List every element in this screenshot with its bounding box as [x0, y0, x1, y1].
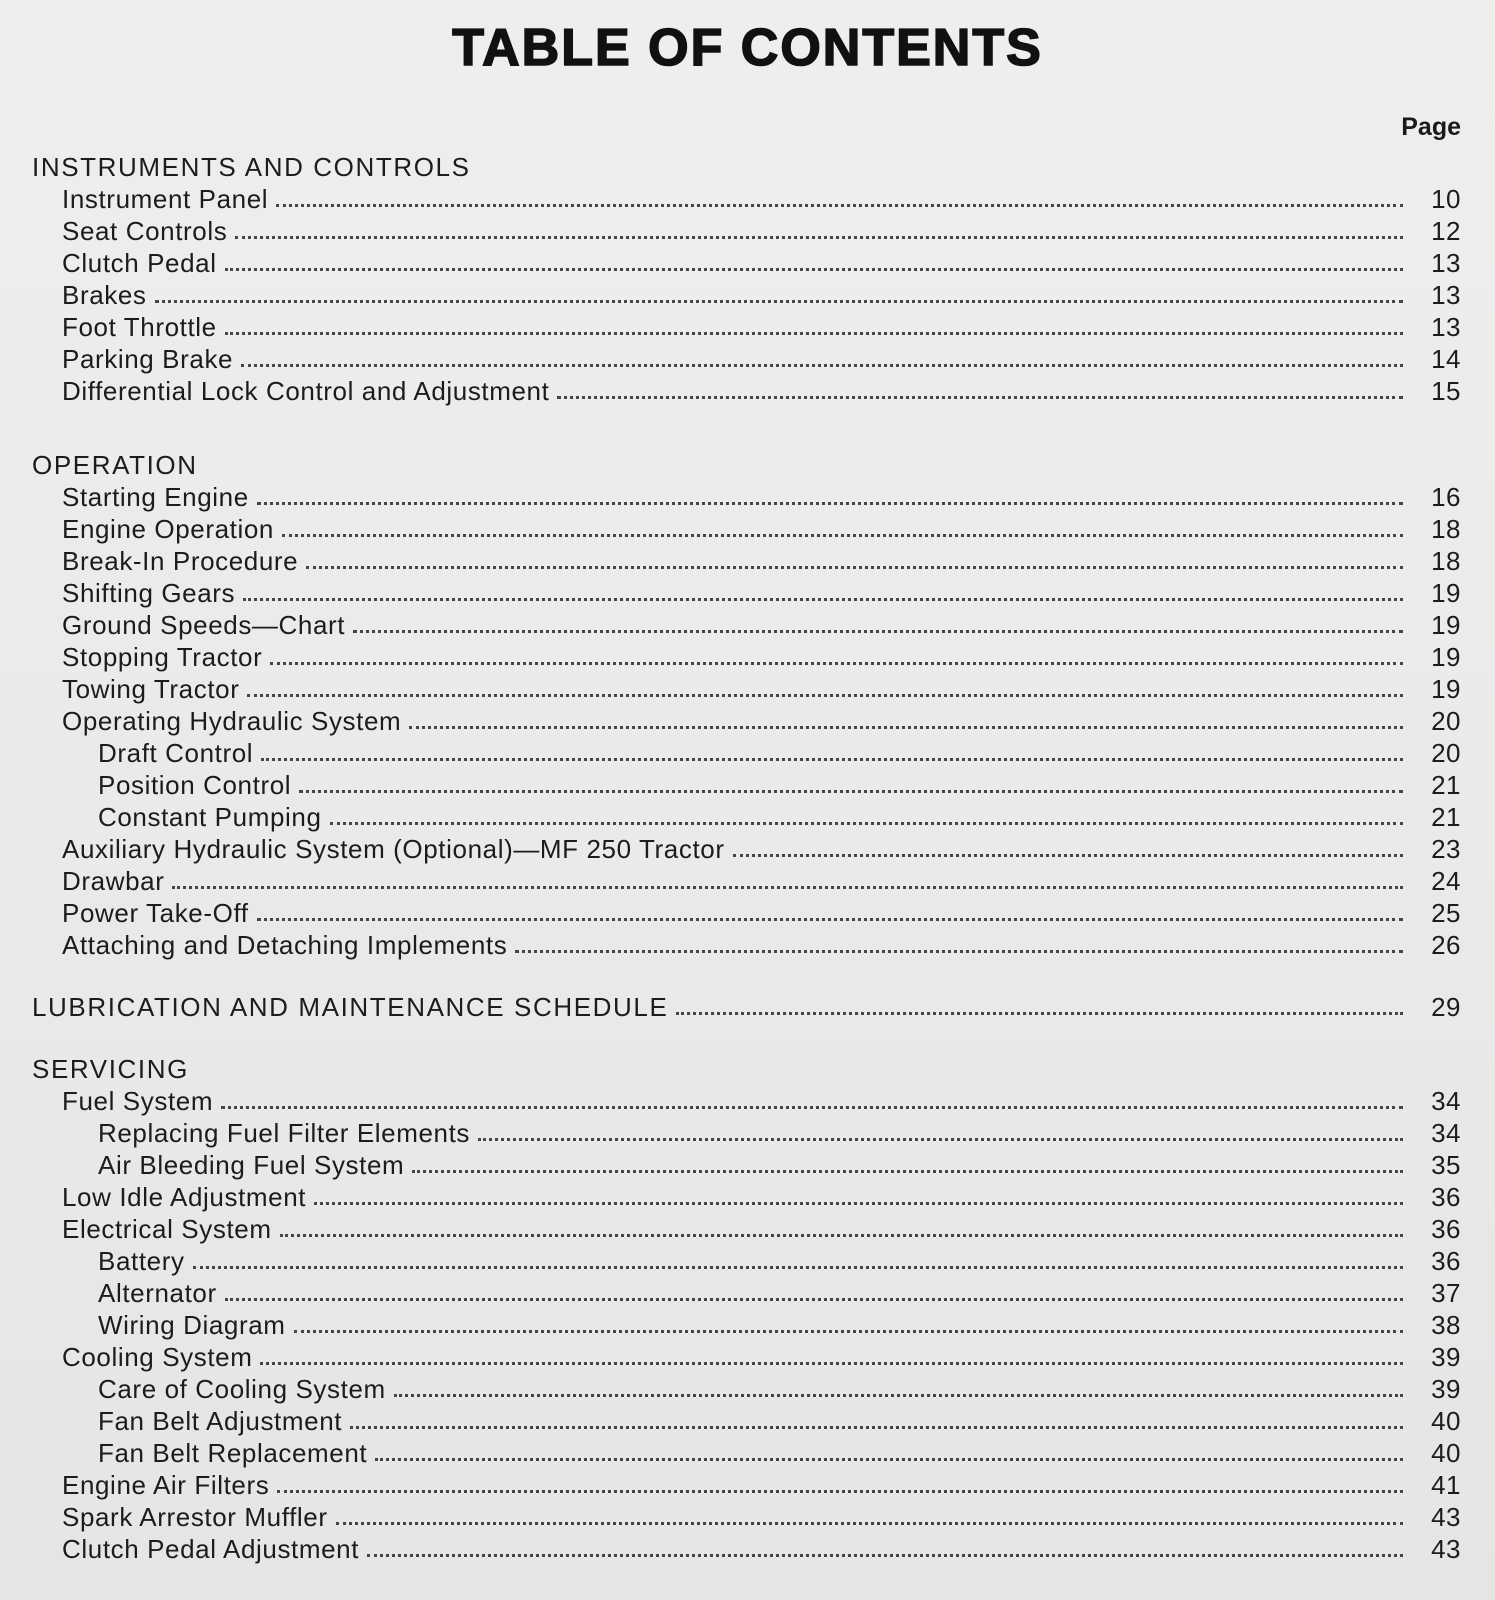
toc-page-number: 26	[1431, 930, 1461, 960]
dot-leader	[276, 204, 1403, 207]
dot-leader	[155, 300, 1403, 303]
toc-entry-label: Alternator	[98, 1278, 217, 1308]
dot-leader	[353, 630, 1403, 633]
toc-page-number: 34	[1431, 1118, 1461, 1148]
dot-leader	[243, 598, 1403, 601]
toc-page-number: 12	[1431, 216, 1461, 246]
dot-leader	[193, 1266, 1403, 1269]
toc-page-number: 14	[1431, 344, 1461, 374]
dot-leader	[314, 1202, 1403, 1205]
dot-leader	[260, 1362, 1403, 1365]
toc-entry-label: Position Control	[98, 770, 292, 800]
dot-leader	[221, 1106, 1403, 1109]
dot-leader	[294, 1330, 1403, 1333]
toc-page-number: 43	[1431, 1502, 1461, 1532]
toc-entry-label: Attaching and Detaching Implements	[62, 930, 508, 960]
toc-entry-label: OPERATION	[32, 450, 198, 480]
page-column-heading: Page	[1401, 113, 1461, 141]
toc-entry-label: Starting Engine	[62, 482, 249, 512]
toc-page-number: 24	[1431, 866, 1461, 896]
toc-entry-label: Break-In Procedure	[62, 546, 299, 576]
dot-leader	[261, 758, 1403, 761]
toc-entry-label: Low Idle Adjustment	[62, 1182, 307, 1212]
toc-page-number: 39	[1431, 1374, 1461, 1404]
toc-page-number: 36	[1431, 1182, 1461, 1212]
toc-entry-label: Draft Control	[98, 738, 254, 768]
toc-page-number: 25	[1431, 898, 1461, 928]
dot-leader	[336, 1522, 1403, 1525]
toc-entry-label: Foot Throttle	[62, 312, 217, 342]
toc-section	[0, 150, 1495, 182]
toc-section	[0, 448, 1495, 480]
toc-page-number: 10	[1431, 184, 1461, 214]
toc-page-number: 36	[1431, 1246, 1461, 1276]
dot-leader	[515, 950, 1403, 953]
toc-page-number: 19	[1431, 578, 1461, 608]
toc-entry-label: Constant Pumping	[98, 802, 322, 832]
toc-page-number: 20	[1431, 706, 1461, 736]
toc-page-number: 23	[1431, 834, 1461, 864]
dot-leader	[412, 1170, 1403, 1173]
toc-entry-label: Ground Speeds—Chart	[62, 610, 346, 640]
toc-entry	[0, 310, 1495, 342]
toc-subentry	[0, 1148, 1495, 1180]
toc-entry	[0, 544, 1495, 576]
toc-page-number: 34	[1431, 1086, 1461, 1116]
toc-entry	[0, 576, 1495, 608]
toc-subentry	[0, 1116, 1495, 1148]
dot-leader	[330, 822, 1403, 825]
toc-page-number: 15	[1431, 376, 1461, 406]
dot-leader	[299, 790, 1403, 793]
toc-page-number: 35	[1431, 1150, 1461, 1180]
toc-entry	[0, 214, 1495, 246]
toc-entry-label: Drawbar	[62, 866, 165, 896]
toc-entry-label: Fan Belt Adjustment	[98, 1406, 343, 1436]
dot-leader	[247, 694, 1403, 697]
dot-leader	[367, 1554, 1403, 1557]
dot-leader	[235, 236, 1403, 239]
toc-section	[0, 1052, 1495, 1084]
toc-entry-label: Differential Lock Control and Adjustment	[62, 376, 550, 406]
toc-entry	[0, 1340, 1495, 1372]
toc-entry	[0, 608, 1495, 640]
toc-subentry	[0, 1276, 1495, 1308]
toc-page-number: 40	[1431, 1438, 1461, 1468]
toc-entry-label: Cooling System	[62, 1342, 253, 1372]
dot-leader	[280, 1234, 1403, 1237]
toc-entry	[0, 864, 1495, 896]
page-title: TABLE OF CONTENTS	[452, 19, 1043, 77]
dot-leader	[409, 726, 1403, 729]
dot-leader	[676, 1012, 1403, 1015]
toc-page-number: 21	[1431, 802, 1461, 832]
toc-entry	[0, 374, 1495, 406]
dot-leader	[306, 566, 1403, 569]
toc-page-number: 40	[1431, 1406, 1461, 1436]
toc-entry	[0, 480, 1495, 512]
toc-entry	[0, 246, 1495, 278]
toc-entry	[0, 278, 1495, 310]
toc-page-number: 18	[1431, 546, 1461, 576]
toc-entry-label: Auxiliary Hydraulic System (Optional)—MF 250 Tractor	[62, 834, 725, 864]
toc-entry	[0, 704, 1495, 736]
dot-leader	[282, 534, 1403, 537]
toc-subentry	[0, 1308, 1495, 1340]
toc-entry	[0, 1084, 1495, 1116]
dot-leader	[257, 918, 1403, 921]
toc-entry	[0, 182, 1495, 214]
dot-leader	[172, 886, 1403, 889]
toc-subentry	[0, 1372, 1495, 1404]
toc-entry-label: Parking Brake	[62, 344, 234, 374]
toc-page-number: 18	[1431, 514, 1461, 544]
toc-page-number: 16	[1431, 482, 1461, 512]
dot-leader	[241, 364, 1403, 367]
toc-entry-label: Engine Air Filters	[62, 1470, 270, 1500]
toc-page-number: 13	[1431, 312, 1461, 342]
toc-subentry	[0, 768, 1495, 800]
toc-entry	[0, 1500, 1495, 1532]
toc-entry-label: Instrument Panel	[62, 184, 269, 214]
toc-entry-label: Stopping Tractor	[62, 642, 263, 672]
toc-entry	[0, 640, 1495, 672]
dot-leader	[350, 1426, 1403, 1429]
toc-entry-label: INSTRUMENTS AND CONTROLS	[32, 152, 471, 182]
toc-entry-label: Fuel System	[62, 1086, 214, 1116]
toc-entry	[0, 1212, 1495, 1244]
toc-entry-label: Air Bleeding Fuel System	[98, 1150, 405, 1180]
dot-leader	[375, 1458, 1403, 1461]
toc-page-number: 29	[1431, 992, 1461, 1022]
dot-leader	[557, 396, 1403, 399]
dot-leader	[225, 1298, 1403, 1301]
toc-entry	[0, 672, 1495, 704]
toc-page-number: 19	[1431, 610, 1461, 640]
toc-entry-label: Operating Hydraulic System	[62, 706, 402, 736]
toc-subentry	[0, 800, 1495, 832]
toc-entry-label: Engine Operation	[62, 514, 274, 544]
toc-page-number: 38	[1431, 1310, 1461, 1340]
toc-entry	[0, 928, 1495, 960]
toc-page-number: 20	[1431, 738, 1461, 768]
toc-page-number: 19	[1431, 642, 1461, 672]
toc-page-number: 41	[1431, 1470, 1461, 1500]
toc-entry	[0, 896, 1495, 928]
toc-entry-label: Clutch Pedal Adjustment	[62, 1534, 360, 1564]
toc-entry	[0, 832, 1495, 864]
toc-entry	[0, 342, 1495, 374]
dot-leader	[257, 502, 1403, 505]
toc-entry-label: Brakes	[62, 280, 147, 310]
toc-entry-label: Fan Belt Replacement	[98, 1438, 368, 1468]
dot-leader	[394, 1394, 1403, 1397]
toc-page-number: 43	[1431, 1534, 1461, 1564]
toc-entry-label: SERVICING	[32, 1054, 189, 1084]
toc-entry-label: Care of Cooling System	[98, 1374, 386, 1404]
toc-page-number: 21	[1431, 770, 1461, 800]
toc-entry-label: Replacing Fuel Filter Elements	[98, 1118, 471, 1148]
toc-page-number: 13	[1431, 248, 1461, 278]
toc-entry-label: Seat Controls	[62, 216, 228, 246]
toc-entry	[0, 1180, 1495, 1212]
toc-page-number: 13	[1431, 280, 1461, 310]
toc-section	[0, 990, 1495, 1022]
dot-leader	[277, 1490, 1403, 1493]
toc-entry-label: Battery	[98, 1246, 185, 1276]
dot-leader	[733, 854, 1403, 857]
toc-entry-label: Spark Arrestor Muffler	[62, 1502, 328, 1532]
toc-subentry	[0, 1404, 1495, 1436]
toc-entry-label: Shifting Gears	[62, 578, 236, 608]
dot-leader	[478, 1138, 1403, 1141]
toc-page-number: 19	[1431, 674, 1461, 704]
toc-entry-label: Towing Tractor	[62, 674, 240, 704]
toc-page-number: 36	[1431, 1214, 1461, 1244]
toc-entry-label: Power Take-Off	[62, 898, 249, 928]
toc-subentry	[0, 736, 1495, 768]
toc-subentry	[0, 1436, 1495, 1468]
toc-entry-label: Electrical System	[62, 1214, 272, 1244]
toc-entry-label: Wiring Diagram	[98, 1310, 286, 1340]
toc-subentry	[0, 1244, 1495, 1276]
toc-entry-label: Clutch Pedal	[62, 248, 217, 278]
toc-entry	[0, 512, 1495, 544]
toc-entry	[0, 1532, 1495, 1564]
dot-leader	[270, 662, 1403, 665]
toc-entry	[0, 1468, 1495, 1500]
toc-page-number: 39	[1431, 1342, 1461, 1372]
toc-entry-label: LUBRICATION AND MAINTENANCE SCHEDULE	[32, 992, 669, 1022]
dot-leader	[225, 332, 1403, 335]
dot-leader	[225, 268, 1403, 271]
toc-page-number: 37	[1431, 1278, 1461, 1308]
